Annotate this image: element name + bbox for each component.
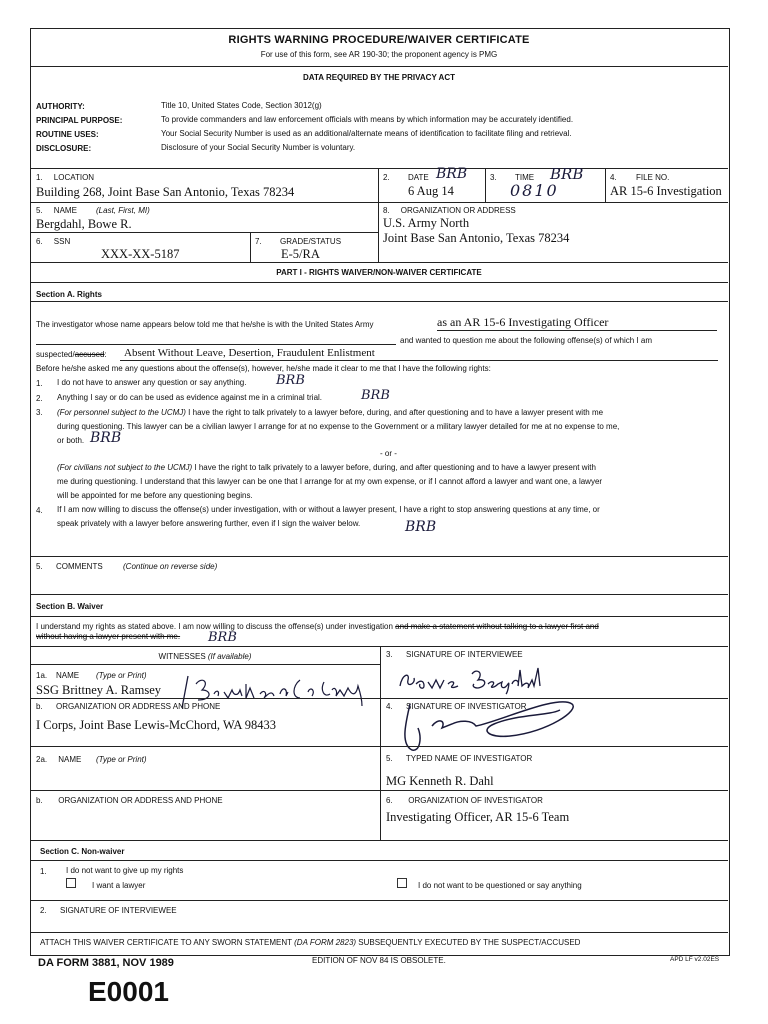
- suspected-label: [36, 350, 107, 359]
- authority-label: AUTHORITY:: [36, 102, 85, 111]
- org-label: 8. ORGANIZATION OR ADDRESS: [383, 206, 516, 215]
- right1-num: 1.: [36, 379, 43, 388]
- org-investigator-label: 6. ORGANIZATION OF INVESTIGATOR: [386, 796, 543, 805]
- right4-num: 4.: [36, 506, 43, 515]
- form-title: RIGHTS WARNING PROCEDURE/WAIVER CERTIFICATE: [228, 34, 530, 46]
- civilian-line1: [57, 463, 596, 472]
- attach-text-2: SUBSEQUENTLY EXECUTED BY THE SUSPECT/ACCUSED: [358, 938, 581, 947]
- w1-org-label: b. ORGANIZATION OR ADDRESS AND PHONE: [36, 702, 221, 711]
- civilian-text-b: me during questioning. I understand that this lawyer can be one that I arrange for at my own expense, or if I cannot afford a lawyer and want one, a lawyer: [57, 477, 603, 486]
- org-line2[interactable]: Joint Base San Antonio, Texas 78234: [383, 231, 570, 245]
- before-text: Before he/she asked me any questions about the offense(s), however, he/she made it clear to me that I have the following rights:: [36, 364, 491, 373]
- waiver-line1: [36, 622, 599, 631]
- right2-text: Anything I say or do can be used as evidence against me in a criminal trial.: [57, 393, 323, 402]
- right3-text-a: I have the right to talk privately to a lawyer before, during, and after questioning and to have a lawyer present with me: [188, 408, 604, 417]
- form-number: DA FORM 3881, NOV 1989: [38, 957, 174, 969]
- name-label: 5. NAME: [36, 206, 77, 215]
- org-line1[interactable]: U.S. Army North: [383, 216, 470, 230]
- org-investigator-value[interactable]: Investigating Officer, AR 15-6 Team: [386, 810, 570, 824]
- disclosure-text: Disclosure of your Social Security Number is voluntary.: [161, 143, 356, 152]
- w1-name-value[interactable]: SSG Brittney A. Ramsey: [36, 683, 162, 697]
- right3-initials: BRB: [90, 430, 122, 446]
- grade-label: 7.: [255, 237, 262, 246]
- want-lawyer-label: I want a lawyer: [92, 881, 146, 890]
- suspected-word: suspected/: [36, 350, 75, 359]
- time-caption: TIME: [515, 173, 535, 182]
- attach-line: [40, 938, 580, 947]
- date-initials: BRB: [436, 166, 468, 182]
- no-questions-checkbox[interactable]: [397, 878, 407, 888]
- w2-name-hint: (Type or Print): [96, 755, 147, 764]
- sig-interviewee-label: 3. SIGNATURE OF INTERVIEWEE: [386, 650, 523, 659]
- file-value[interactable]: AR 15-6 Investigation: [610, 184, 722, 198]
- waiver-initials: BRB: [208, 630, 237, 645]
- w1-name-label: 1a. NAME: [36, 671, 80, 680]
- right3-num: 3.: [36, 408, 43, 417]
- date-caption: DATE: [408, 173, 429, 182]
- right3-text-b: during questioning. This lawyer can be a civilian lawyer I arrange for at no expense to the Government or a military lawyer detailed for me at no expense to me,: [57, 422, 620, 431]
- right3-hint: (For personnel subject to the UCMJ): [57, 408, 186, 417]
- c1-text: I do not want to give up my rights: [66, 866, 184, 875]
- edition-note: EDITION OF NOV 84 IS OBSOLETE.: [312, 956, 446, 965]
- sectionB-heading: Section B. Waiver: [36, 602, 104, 611]
- accused-struck: accused: [74, 350, 105, 359]
- want-lawyer-checkbox[interactable]: [66, 878, 76, 888]
- right2-initials: BRB: [361, 388, 390, 403]
- suspected-colon: :: [104, 350, 107, 359]
- file-label: 4.: [610, 173, 617, 182]
- civilian-text-c: will be appointed for me before any questioning begins.: [57, 491, 253, 500]
- investigator-role[interactable]: as an AR 15-6 Investigating Officer: [437, 315, 717, 331]
- witnesses-label: WITNESSES: [158, 652, 206, 661]
- right4-text-b: speak privately with a lawyer before answering further, even if I sign the waiver below.: [57, 519, 361, 528]
- date-label: 2.: [383, 173, 390, 182]
- routine-label: ROUTINE USES:: [36, 130, 99, 139]
- location-label: 1. LOCATION: [36, 173, 95, 182]
- no-questions-label: I do not want to be questioned or say anything: [418, 881, 582, 890]
- typed-investigator-label: 5. TYPED NAME OF INVESTIGATOR: [386, 754, 533, 763]
- routine-text: Your Social Security Number is used as an additional/alternate means of identification to facilitate filing and retrieval.: [161, 129, 572, 138]
- date-value[interactable]: 6 Aug 14: [408, 184, 454, 198]
- attach-hint: (DA FORM 2823): [294, 938, 357, 947]
- grade-value[interactable]: E-5/RA: [281, 247, 320, 261]
- right1-text: I do not have to answer any question or say anything.: [57, 378, 247, 387]
- comments-hint: (Continue on reverse side): [123, 562, 218, 571]
- intro-text: The investigator whose name appears below told me that he/she is with the United States Army: [36, 320, 374, 329]
- attach-text: ATTACH THIS WAIVER CERTIFICATE TO ANY SWORN STATEMENT: [40, 938, 292, 947]
- waiver-struck-1: and make a statement without talking to a lawyer first and: [395, 622, 599, 631]
- comments-label: 5. COMMENTS: [36, 562, 103, 571]
- location-value[interactable]: Building 268, Joint Base San Antonio, Texas 78234: [36, 185, 295, 199]
- right2-num: 2.: [36, 394, 43, 403]
- ssn-value[interactable]: XXX-XX-5187: [101, 247, 180, 261]
- sig-investigator-label: 4. SIGNATURE OF INVESTIGATOR: [386, 702, 527, 711]
- or-separator: - or -: [380, 449, 397, 458]
- purpose-label: PRINCIPAL PURPOSE:: [36, 116, 123, 125]
- ssn-label: 6. SSN: [36, 237, 71, 246]
- right1-initials: BRB: [276, 373, 305, 388]
- right3-line1: [57, 408, 603, 417]
- w1-name-hint: (Type or Print): [96, 671, 147, 680]
- civilian-text-a: I have the right to talk privately to a lawyer before, during, and after questioning and to have a lawyer present with: [194, 463, 596, 472]
- name-hint: (Last, First, MI): [96, 206, 150, 215]
- form-subtitle: For use of this form, see AR 190-30; the proponent agency is PMG: [260, 50, 498, 59]
- time-label: 3.: [490, 173, 497, 182]
- time-initials: BRB: [550, 165, 584, 183]
- c1-num: 1.: [40, 867, 47, 876]
- sectionC-heading: Section C. Non-waiver: [40, 847, 125, 856]
- disclosure-label: DISCLOSURE:: [36, 144, 92, 153]
- interviewee-signature: [396, 666, 556, 698]
- grade-caption: GRADE/STATUS: [280, 237, 342, 246]
- part1-heading: PART I - RIGHTS WAIVER/NON-WAIVER CERTIFICATE: [276, 268, 482, 277]
- offenses-value[interactable]: Absent Without Leave, Desertion, Fraudulent Enlistment: [124, 347, 375, 359]
- exhibit-number: E0001: [88, 976, 169, 1007]
- witnesses-heading: [30, 652, 380, 661]
- waiver-struck-2: without having a lawyer present with me.: [36, 632, 181, 641]
- privacy-heading: DATA REQUIRED BY THE PRIVACY ACT: [302, 73, 455, 82]
- witnesses-hint: (If available): [207, 652, 252, 661]
- waiver-text: I understand my rights as stated above. I am now willing to discuss the offense(s) under investigation: [36, 622, 393, 631]
- intro2-text: and wanted to question me about the following offense(s) of which I am: [400, 336, 653, 345]
- civilian-hint: (For civilians not subject to the UCMJ): [57, 463, 193, 472]
- time-value[interactable]: 0810: [510, 181, 559, 200]
- version-note: APD LF v2.02ES: [670, 956, 720, 963]
- file-caption: FILE NO.: [636, 173, 670, 182]
- right3-text-c: or both.: [57, 436, 85, 445]
- sectionA-heading: Section A. Rights: [36, 290, 102, 299]
- w2-name-label: 2a. NAME: [36, 755, 82, 764]
- investigator-signature: [398, 698, 576, 756]
- c2-label: 2. SIGNATURE OF INTERVIEWEE: [40, 906, 177, 915]
- w2-org-label: b. ORGANIZATION OR ADDRESS AND PHONE: [36, 796, 223, 805]
- purpose-text: To provide commanders and law enforcement officials with means by which information may be accurately identified.: [161, 115, 574, 124]
- right4-text-a: If I am now willing to discuss the offense(s) under investigation, with or without a lawyer present, I have a right to stop answering questions at any time, or: [57, 505, 600, 514]
- authority-text: Title 10, United States Code, Section 3012(g): [161, 101, 322, 110]
- name-value[interactable]: Bergdahl, Bowe R.: [36, 217, 132, 231]
- right4-initials: BRB: [405, 519, 437, 535]
- typed-investigator-value[interactable]: MG Kenneth R. Dahl: [386, 774, 494, 788]
- w1-org-value[interactable]: I Corps, Joint Base Lewis-McChord, WA 98433: [36, 718, 277, 732]
